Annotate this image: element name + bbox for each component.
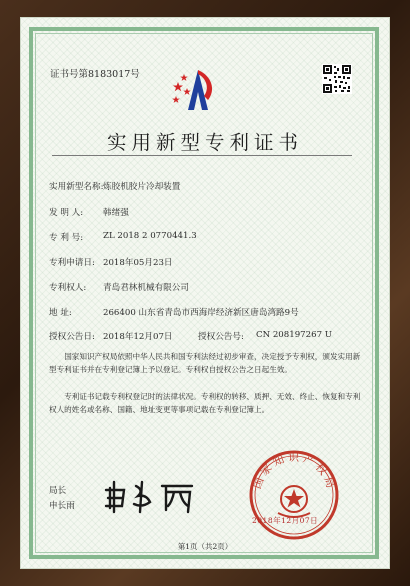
- title-rule: [52, 155, 352, 156]
- auth-date-value: 2018年12月07日: [103, 332, 173, 342]
- field-value-patent-no: ZL 2018 2 0770441.3: [103, 231, 197, 241]
- handwritten-signature: [100, 478, 210, 514]
- certificate-paragraph-1: 国家知识产权局依照中华人民共和国专利法经过初步审查，决定授予专利权，颁发实用新型专利证书并在专利登记簿上予以登记。专利权自授权公告之日起生效。: [49, 352, 361, 374]
- page-footer: 第1页（共2页）: [177, 542, 233, 551]
- field-value-inventor: 韩绪强: [103, 208, 129, 218]
- field-value-patentee: 青岛君林机械有限公司: [103, 283, 189, 293]
- qr-code-icon: [322, 64, 352, 94]
- cnipa-logo-icon: [168, 66, 222, 112]
- signature-name: 申长雨: [49, 501, 75, 511]
- auth-no-value: CN 208197267 U: [256, 330, 333, 340]
- field-label-filing-date: 专利申请日:: [49, 258, 95, 268]
- auth-date-label: 授权公告日:: [49, 332, 95, 342]
- certificate-paragraph-2: 专利证书记载专利权登记时的法律状况。专利权的转移、质押、无效、终止、恢复和专利权人的姓名或名称、国籍、地址变更等事项记载在专利登记簿上。: [49, 392, 361, 414]
- field-label-patent-no: 专 利 号:: [49, 233, 84, 243]
- field-label-inventor: 发 明 人:: [49, 208, 84, 218]
- certificate-number: 证书号第8183017号: [50, 69, 140, 80]
- official-seal-icon: [248, 449, 340, 541]
- field-label-name: 实用新型名称:: [49, 182, 104, 192]
- auth-no-label: 授权公告号:: [198, 332, 244, 342]
- seal-text: 国家知识产权局: [250, 450, 339, 493]
- seal-date: 2018年12月07日: [252, 516, 319, 525]
- field-value-address: 266400 山东省青岛市西海岸经济新区唐岛湾路9号: [103, 308, 299, 318]
- signature-title: 局长: [49, 486, 67, 496]
- field-label-patentee: 专利权人:: [49, 283, 87, 293]
- field-value-filing-date: 2018年05月23日: [103, 258, 173, 268]
- field-label-address: 地 址:: [49, 308, 72, 318]
- field-value-name: 炼胶机胶片冷却装置: [103, 182, 181, 192]
- certificate-title: 实用新型专利证书: [106, 131, 303, 154]
